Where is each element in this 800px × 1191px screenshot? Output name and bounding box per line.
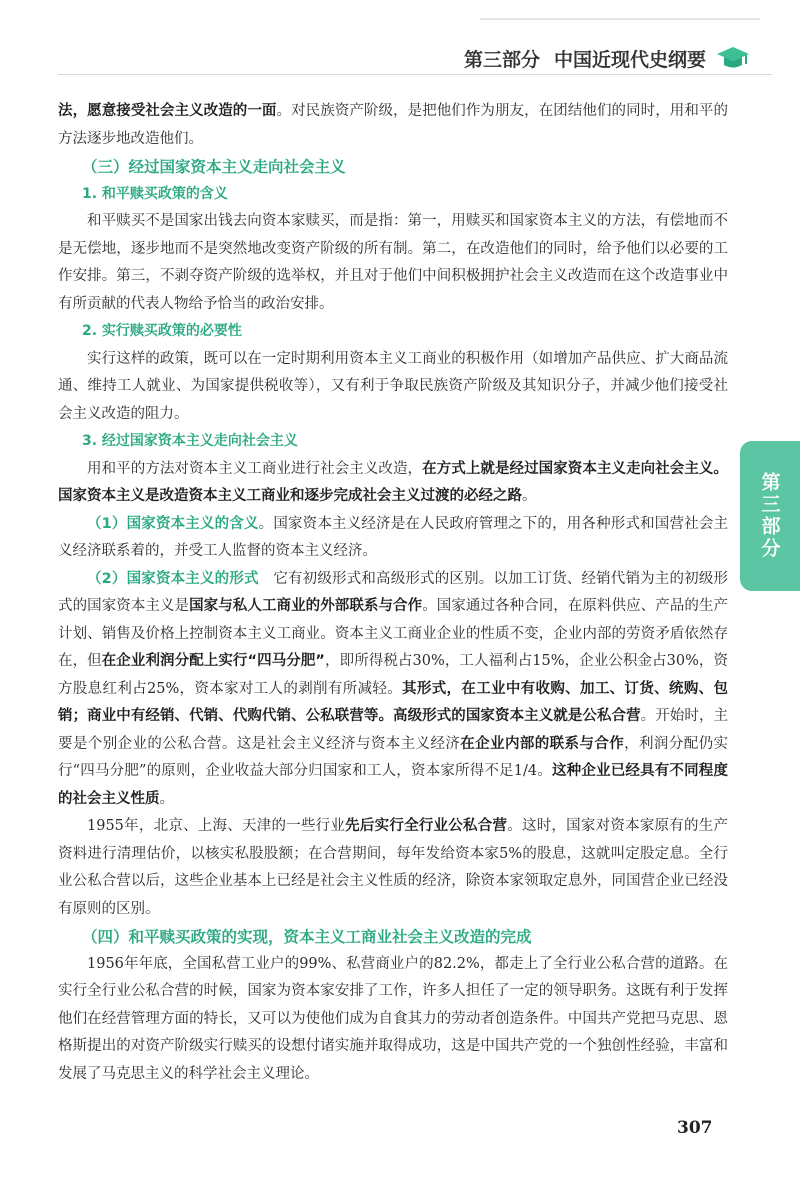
p33-a: 它有初级形式和高级形式的区别。以加工订货、经销代销为主的初级形式的国家资本主义是 (58, 570, 728, 614)
p33-g: 。开始时，主要是个别企业的公私合营。这是社会主义经济与资本主义经济 (58, 708, 729, 752)
intro-bold: 法，愿意接受社会主义改造的一面 (58, 103, 277, 119)
p33-h: 在企业内部的联系与合作 (460, 735, 625, 752)
p34-c: 。这时，国家对资本家原有的生产资料进行清理估价，以核实私股股额；在合营期间，每年发给资本家5%的股息，这就叫定股定息。全行业公私合营以后，这些企业基本上已经是社会主义性质的经济，除资本家领取定息外，同国营企业已经没有原则的区别。 (58, 818, 729, 917)
running-header (464, 44, 750, 72)
p33-label: （2）国家资本主义的形式 (87, 570, 259, 587)
p33-c: 。国家通过各种合同，在原料供应、产品的生产计划、销售及价格上控制资本主义工商业。资本主义工商业企业的性质不变，企业内部的劳资矛盾依然存在，但 (58, 598, 729, 669)
page-content (58, 98, 728, 1088)
header-top-rule (480, 18, 760, 20)
p31-normal: 用和平的方法对资本主义工商业进行社会主义改造， (87, 460, 423, 477)
section-heading-4: （四）和平赎买政策的实现，资本主义工商业社会主义改造的完成 (82, 927, 532, 946)
section-heading-3: （三）经过国家资本主义走向社会主义 (82, 157, 346, 176)
p32-label: （1）国家资本主义的含义 (87, 515, 259, 532)
p33-i: ，利润分配仍实行“四马分肥”的原则，企业收益大部分归国家和工人，资本家所得不足1/4。 (58, 735, 729, 779)
paragraph-intro (58, 98, 728, 153)
header-book-title: 中国近现代史纲要 (554, 48, 707, 71)
p34-b: 先后实行全行业公私合营 (345, 818, 508, 834)
p34-a: 1955年，北京、上海、天津的一些行业 (87, 818, 346, 834)
paragraph-3-4 (58, 813, 728, 923)
graduation-cap-icon (716, 44, 750, 72)
subheading-2: 2. 实行赎买政策的必要性 (82, 323, 242, 339)
side-tab-label: 第三部分 (758, 472, 781, 560)
p33-j: 这种企业已经具有不同程度的社会主义性质 (58, 763, 728, 807)
subheading-3: 3. 经过国家资本主义走向社会主义 (82, 433, 298, 449)
subheading-1: 1. 和平赎买政策的含义 (82, 185, 228, 202)
header-part: 第三部分 (464, 48, 541, 71)
header-rule (58, 74, 772, 75)
p33-d: 在企业利润分配上实行“四马分肥” (101, 653, 325, 669)
p31-end: 。 (522, 488, 537, 504)
paragraph-3-1 (58, 456, 728, 511)
paragraph-1: 和平赎买不是国家出钱去向资本家赎买，而是指：第一，用赎买和国家资本主义的方法，有偿地而不是无偿地，逐步地而不是突然地改变资产阶级的所有制。第二，在改造他们的同时，给予他们以必要的工作安排。第三，不剥夺资产阶级的选举权，并且对于他们中间积极拥护社会主义改造而在这个改造事业中有所贡献的代表人物给予恰当的政治安排。 (58, 213, 728, 312)
p33-f: 其形式，在工业中有收购、加工、订货、统购、包销；商业中有经销、代销、代购代销、公私联营等。高级形式的国家资本主义就是公私合营 (58, 680, 728, 724)
paragraph-3-2 (58, 511, 728, 566)
p33-k: 。 (159, 790, 174, 807)
intro-text: 。对民族资产阶级，是把他们作为朋友，在团结他们的同时，用和平的方法逐步地改造他们。 (58, 103, 728, 147)
p33-e: ，即所得税占30%，工人福利占15%，企业公积金占30%，资方股息红利占25%，资本家对工人的剥削有所减轻。 (58, 653, 729, 697)
page-number: 307 (677, 1118, 713, 1138)
paragraph-3-3 (58, 566, 728, 814)
paragraph-2: 实行这样的政策，既可以在一定时期利用资本主义工商业的积极作用（如增加产品供应、扩大商品流通、维持工人就业、为国家提供税收等），又有利于争取民族资产阶级及其知识分子，并减少他们接受社会主义改造的阻力。 (58, 350, 728, 422)
p33-b: 国家与私人工商业的外部联系与合作 (189, 598, 423, 614)
paragraph-4: 1956年年底，全国私营工业户的99%、私营商业户的82.2%，都走上了全行业公私合营的道路。在实行全行业公私合营的时候，国家为资本家安排了工作，许多人担任了一定的领导职务。这既有利于发挥他们在经营管理方面的特长，又可以为使他们成为自食其力的劳动者创造条件。中国共产党把马克思、恩格斯提出的对资产阶级实行赎买的设想付诸实施并取得成功，这是中国共产党的一个独创性经验，丰富和发展了马克思主义的科学社会主义理论。 (58, 955, 728, 1082)
p32-text: 。国家资本主义经济是在人民政府管理之下的，用各种形式和国营社会主义经济联系着的，并受工人监督的资本主义经济。 (58, 515, 728, 559)
section-side-tab (740, 441, 800, 591)
p31-bold: 在方式上就是经过国家资本主义走向社会主义。国家资本主义是改造资本主义工商业和逐步完成社会主义过渡的必经之路 (58, 460, 729, 504)
